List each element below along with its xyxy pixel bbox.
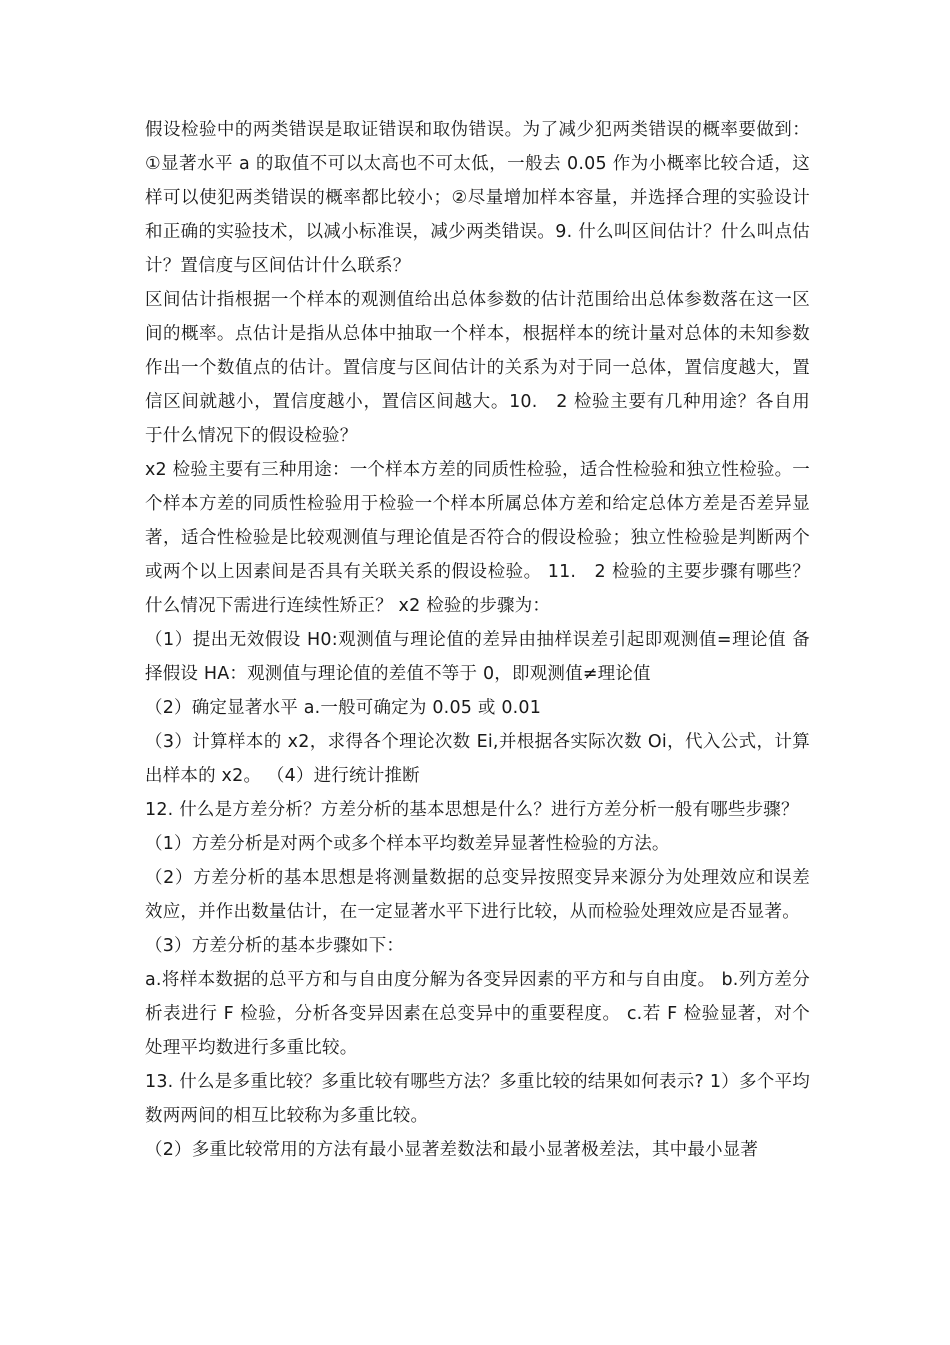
paragraph-step-1-hypothesis: （1）提出无效假设 H0:观测值与理论值的差异由抽样误差引起即观测值=理论值 备择假设 HA：观测值与理论值的差值不等于 0，即观测值≠理论值 <box>145 630 810 684</box>
paragraph-multiple-comparison-question: 13. 什么是多重比较？多重比较有哪些方法？多重比较的结果如何表示? 1）多个平均数两两间的相互比较称为多重比较。 <box>145 1072 810 1126</box>
paragraph-anova-definition: （1）方差分析是对两个或多个样本平均数差异显著性检验的方法。 <box>145 834 670 854</box>
paragraph-anova-steps: a.将样本数据的总平方和与自由度分解为各变异因素的平方和与自由度。 b.列方差分析表进行 F 检验，分析各变异因素在总变异中的重要程度。 c.若 F 检验显著，对个处理平均数进行多重比较。 <box>145 970 810 1058</box>
paragraph-anova-steps-heading: （3）方差分析的基本步骤如下： <box>145 936 405 956</box>
paragraph-anova-idea: （2）方差分析的基本思想是将测量数据的总变异按照变异来源分为处理效应和误差效应，并作出数量估计，在一定显著水平下进行比较，从而检验处理效应是否显著。 <box>145 868 810 922</box>
paragraph-type-two-errors: 假设检验中的两类错误是取证错误和取伪错误。为了减少犯两类错误的概率要做到：①显著水平 a 的取值不可以太高也不可太低，一般去 0.05 作为小概率比较合适，这样可以使犯两类错误的概率都比较小；②尽量增加样本容量，并选择合理的实验设计和正确的实验技术，以减小标准误，减少两类错误。9. 什么叫区间估计？什么叫点估计？置信度与区间估计什么联系？ <box>145 120 810 276</box>
paragraph-multiple-comparison-methods: （2）多重比较常用的方法有最小显著差数法和最小显著极差法，其中最小显著 <box>145 1140 759 1160</box>
paragraph-chi-square-uses: x2 检验主要有三种用途：一个样本方差的同质性检验，适合性检验和独立性检验。一个样本方差的同质性检验用于检验一个样本所属总体方差和给定总体方差是否差异显著，适合性检验是比较观测值与理论值是否符合的假设检验；独立性检验是判断两个或两个以上因素间是否具有关联关系的假设检验。 11. 2 检验的主要步骤有哪些？什么情况下需进行连续性矫正？ x2 检验的步骤为： <box>145 460 810 616</box>
paragraph-step-3-compute: （3）计算样本的 x2，求得各个理论次数 Ei,并根据各实际次数 Oi，代入公式，计算出样本的 x2。 （4）进行统计推断 <box>145 732 810 786</box>
paragraph-anova-question: 12. 什么是方差分析？方差分析的基本思想是什么？进行方差分析一般有哪些步骤？ <box>145 800 799 820</box>
paragraph-interval-estimation: 区间估计指根据一个样本的观测值给出总体参数的估计范围给出总体参数落在这一区间的概率。点估计是指从总体中抽取一个样本，根据样本的统计量对总体的未知参数作出一个数值点的估计。置信度与区间估计的关系为对于同一总体，置信度越大，置信区间就越小，置信度越小，置信区间越大。10. 2 检验主要有几种用途？各自用于什么情况下的假设检验？ <box>145 290 810 446</box>
document-body <box>145 113 810 1167</box>
paragraph-step-2-significance: （2）确定显著水平 a.一般可确定为 0.05 或 0.01 <box>145 698 542 718</box>
